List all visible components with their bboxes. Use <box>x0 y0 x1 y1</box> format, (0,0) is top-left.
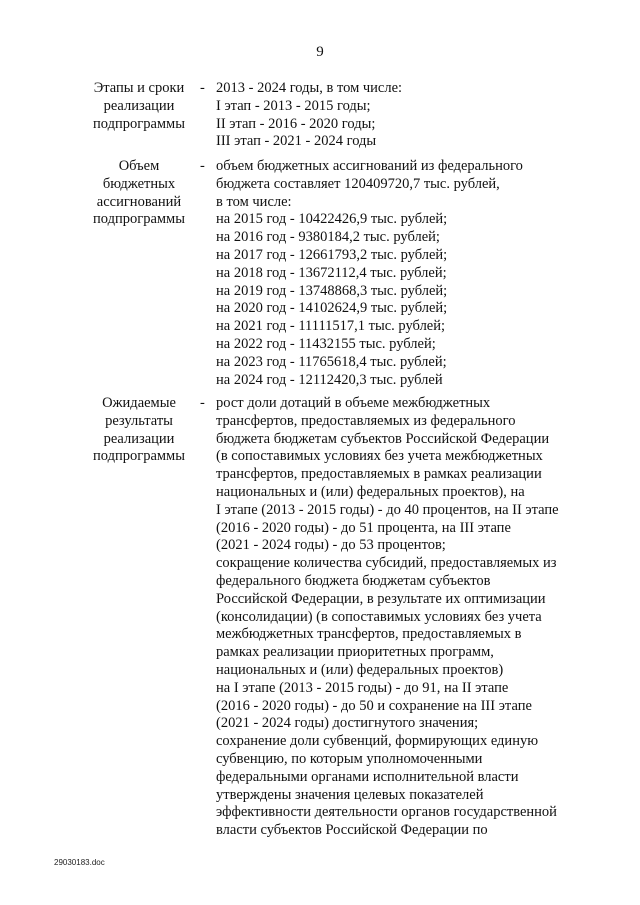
value-line: бюджета бюджетам субъектов Российской Федерации <box>216 430 550 447</box>
value-line: (2016 - 2020 годы) - до 51 процента, на III этапе <box>216 519 511 536</box>
value-line: (консолидации) (в сопоставимых условиях без учета <box>216 608 542 625</box>
value-line: (2021 - 2024 годы) - до 53 процентов; <box>216 537 446 554</box>
row-dash: - <box>200 395 205 411</box>
value-line: утверждены значения целевых показателей <box>216 786 484 803</box>
label-line: результаты <box>105 412 173 429</box>
label-line: Этапы и сроки <box>93 80 185 96</box>
value-line: I этап - 2013 - 2015 годы; <box>216 97 371 114</box>
row-label <box>74 395 204 466</box>
label-line: бюджетных <box>102 175 176 192</box>
value-line: федеральными органами исполнительной власти <box>216 768 519 785</box>
value-line: рост доли дотаций в объеме межбюджетных <box>216 395 491 411</box>
value-line: I этапе (2013 - 2015 годы) - до 40 процентов, на II этапе <box>216 501 559 518</box>
value-line: (2016 - 2020 годы) - до 50 и сохранение на III этапе <box>216 697 532 714</box>
value-line: национальных и (или) федеральных проектов) <box>216 661 504 678</box>
row-value <box>216 158 596 389</box>
footer-filename: 29030183.doc <box>54 858 105 867</box>
value-line: на 2015 год - 10422426,9 тыс. рублей; <box>216 211 448 228</box>
value-line: национальных и (или) федеральных проектов), на <box>216 483 525 500</box>
label-line: Объем <box>118 158 160 174</box>
value-line: на 2024 год - 12112420,3 тыс. рублей <box>216 371 443 388</box>
value-line: (2021 - 2024 годы) достигнутого значения; <box>216 715 479 732</box>
value-line: трансфертов, предоставляемых из федерального <box>216 412 516 429</box>
value-line: III этап - 2021 - 2024 годы <box>216 133 377 150</box>
label-line: Ожидаемые <box>102 395 176 411</box>
value-line: на I этапе (2013 - 2015 годы) - до 91, на II этапе <box>216 679 509 696</box>
value-line: на 2017 год - 12661793,2 тыс. рублей; <box>216 246 448 263</box>
value-line: на 2023 год - 11765618,4 тыс. рублей; <box>216 353 447 370</box>
label-line: подпрограммы <box>93 448 185 465</box>
value-line: на 2016 год - 9380184,2 тыс. рублей; <box>216 229 440 246</box>
row-value <box>216 395 596 840</box>
value-line: сохранение доли субвенций, формирующих единую <box>216 733 539 750</box>
value-line: федерального бюджета бюджетам субъектов <box>216 572 491 589</box>
page-number: 9 <box>316 44 324 60</box>
value-line: рамках реализации приоритетных программ, <box>216 644 494 661</box>
value-line: на 2021 год - 11111517,1 тыс. рублей; <box>216 318 446 335</box>
row-label <box>74 80 204 133</box>
label-line: реализации <box>103 430 175 447</box>
label-line: реализации <box>103 97 175 114</box>
value-line: на 2019 год - 13748868,3 тыс. рублей; <box>216 282 448 299</box>
value-line: субвенцию, по которым уполномоченными <box>216 750 483 767</box>
value-line: 2013 - 2024 годы, в том числе: <box>216 80 403 96</box>
row-label <box>74 158 204 229</box>
row-dash: - <box>200 80 205 96</box>
value-line: на 2022 год - 11432155 тыс. рублей; <box>216 335 436 352</box>
value-line: на 2020 год - 14102624,9 тыс. рублей; <box>216 300 448 317</box>
value-line: трансфертов, предоставляемых в рамках реализации <box>216 466 542 483</box>
value-line: на 2018 год - 13672112,4 тыс. рублей; <box>216 264 447 281</box>
row-dash: - <box>200 158 205 174</box>
label-line: подпрограммы <box>93 115 185 132</box>
value-line: (в сопоставимых условиях без учета межбюджетных <box>216 448 543 465</box>
value-line: в том числе: <box>216 193 292 210</box>
value-line: власти субъектов Российской Федерации по <box>216 822 488 839</box>
value-line: межбюджетных трансфертов, предоставляемых в <box>216 626 522 643</box>
value-line: бюджета составляет 120409720,7 тыс. рублей, <box>216 175 500 192</box>
value-line: сокращение количества субсидий, предоставляемых из <box>216 555 557 572</box>
label-line: ассигнований <box>96 193 182 210</box>
value-line: II этап - 2016 - 2020 годы; <box>216 115 376 132</box>
value-line: эффективности деятельности органов государственной <box>216 804 557 821</box>
label-line: подпрограммы <box>93 211 185 228</box>
value-line: Российской Федерации, в результате их оптимизации <box>216 590 546 607</box>
row-value <box>216 80 596 151</box>
value-line: объем бюджетных ассигнований из федерального <box>216 158 523 174</box>
